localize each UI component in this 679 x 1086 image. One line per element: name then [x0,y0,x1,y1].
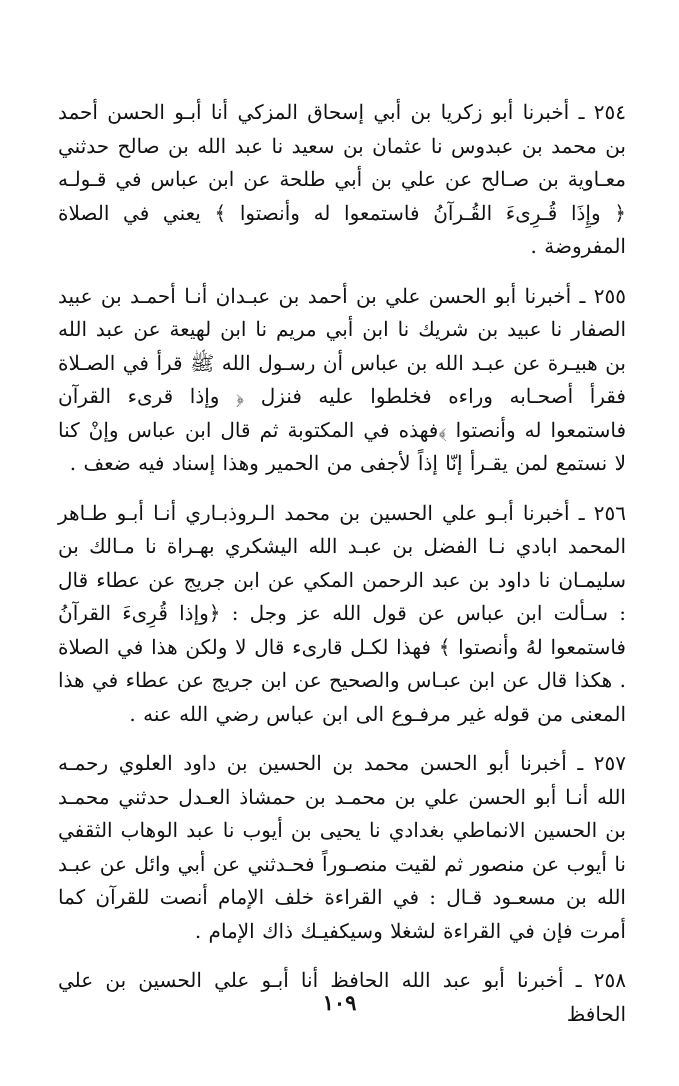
hadith-paragraph-255: ٢٥٥ ـ أخبرنا أبو الحسن علي بن أحمد بن عبـدان أنـا أحمـد بن عبيد الصفار نا عبيد بن شريك نا ابن أبي مريم نا ابن لهيعة عن عبد الله بن هبيـرة عن عبـد الله بن عباس أن رسـول الله ﷺ قرأ في الصـلاة فقرأ أصحـابه وراءه فخلطوا عليه فنزل ﴿ وإذا قرىء القرآن فاستمعوا له وأنصتوا ﴾فهذه في المكتوبة ثم قال ابن عباس وإنْ كنا لا نستمع لمن يقـرأ إنّا إذاً لأجفى من الحمير وهذا إسناد فيه ضعف . [58,283,626,475]
hadith-paragraph-258: ٢٥٨ ـ أخبرنا أبو عبد الله الحافظ أنا أبـو علي الحسين بن علي الحافظ [58,968,626,1026]
book-page-body [58,96,626,1031]
hadith-paragraph-257: ٢٥٧ ـ أخبرنا أبو الحسن محمد بن الحسين بن داود العلوي رحمـه الله أنـا أبو الحسن علي بن محمـد بن حمشاذ العـدل حدثني محمـد بن الحسين الانماطي بغدادي نا يحيى بن أيوب نا عبد الوهاب الثقفي نا أيوب عن منصور ثم لقيت منصـوراً فحـدثني عن أبي وائل عن عبـد الله بن مسعـود قـال : في القراءة خلف الإمام أنصت للقرآن كما أمرت فإن في القراءة لشغلا وسيكفيـك ذاك الإمام . [58,751,626,943]
hadith-paragraph-256: ٢٥٦ ـ أخبرنا أبـو علي الحسين بن محمد الـروذبـاري أنـا أبـو طـاهر المحمد ابادي نـا الفضل بن عبـد الله اليشكري بهـراة نا مـالك بن سليمـان نا داود بن عبد الرحمن المكي عن ابن جريج عن عطاء قال : سـألت ابن عباس عن قول الله عز وجل : ﴿وإذا قُرِىءَ القرآنُ فاستمعوا لهُ وأنصتوا ﴾ فهذا لكـل قارىء قال لا ولكن هذا في الصلاة . هكذا قال عن ابن عبـاس والصحيح عن ابن جريج عن عطاء في هذا المعنى من قوله غير مرفـوع الى ابن عباس رضي الله عنه . [58,500,626,726]
hadith-paragraph-254: ٢٥٤ ـ أخبرنا أبو زكريا بن أبي إسحاق المزكي أنا أبـو الحسن أحمد بن محمد بن عبدوس نا عثمان بن سعيد نا عبد الله بن صالح حدثني معـاوية بن صـالح عن علي بن أبي طلحة عن ابن عباس في قـولـه ﴿ وإِذَا قُـرِىءَ القُـرآنُ فاستمعوا له وأنصتوا ﴾ يعني في الصلاة المفروضة . [58,100,626,258]
page-number: ١٠٩ [322,990,357,1015]
